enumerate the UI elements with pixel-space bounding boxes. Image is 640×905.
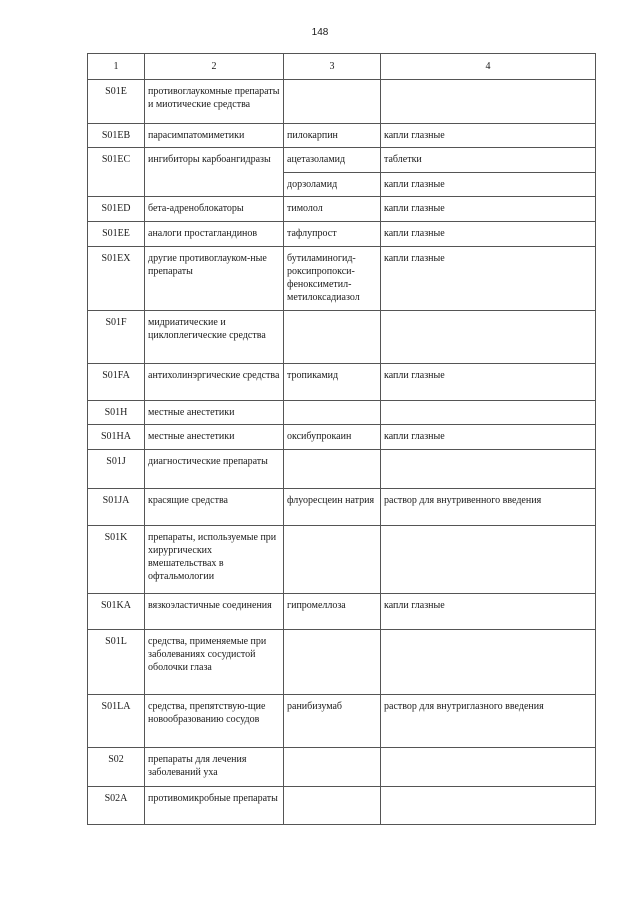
pharmacological-group: местные анестетики [145,401,284,425]
table-row [88,450,596,489]
drug-name [284,80,381,124]
table-row [88,222,596,247]
pharmacological-group: ингибиторы карбоангидразы [145,148,284,197]
table-row [88,695,596,748]
pharmacological-group: красящие средства [145,489,284,526]
dosage-form [381,401,596,425]
page-number: 148 [311,27,329,38]
atc-code: S01FA [88,364,145,401]
pharmacological-group: противомикробные препараты [145,787,284,825]
drug-name [284,748,381,787]
dosage-form [381,748,596,787]
table-row [88,425,596,450]
pharmacological-group: средства, применяемые при заболеваниях сосудистой оболочки глаза [145,630,284,695]
dosage-form: капли глазные [381,173,596,197]
column-header: 1 [88,54,145,80]
dosage-form [381,787,596,825]
drug-name: дорзоламид [284,173,381,197]
table-row [88,364,596,401]
column-header: 4 [381,54,596,80]
table-row [88,197,596,222]
dosage-form: капли глазные [381,247,596,311]
table-row [88,80,596,124]
atc-code: S01K [88,526,145,594]
atc-code: S01JA [88,489,145,526]
pharmacological-group: мидриатические и циклоплегические средства [145,311,284,364]
atc-code: S01F [88,311,145,364]
atc-code: S01HA [88,425,145,450]
pharmacological-group: препараты, используемые при хирургических вмешательствах в офтальмологии [145,526,284,594]
pharmacological-group: диагностические препараты [145,450,284,489]
atc-code: S02A [88,787,145,825]
pharmacological-group: аналоги простагландинов [145,222,284,247]
table-row [88,630,596,695]
dosage-form: капли глазные [381,594,596,630]
table-row [88,526,596,594]
pharmacological-group: парасимпатомиметики [145,124,284,148]
dosage-form [381,80,596,124]
dosage-form: капли глазные [381,124,596,148]
dosage-form [381,526,596,594]
table-row [88,787,596,825]
table-row [88,489,596,526]
table-row [88,311,596,364]
column-header: 2 [145,54,284,80]
dosage-form: раствор для внутривенного введения [381,489,596,526]
drug-name: гипромеллоза [284,594,381,630]
dosage-form: таблетки [381,148,596,173]
drug-name [284,401,381,425]
atc-code: S01KA [88,594,145,630]
atc-code: S01EE [88,222,145,247]
drug-name: оксибупрокаин [284,425,381,450]
atc-code: S01LA [88,695,145,748]
table-row [88,247,596,311]
drug-name: бутиламиногид-роксипропокси-феноксиметил-метилоксадиазол [284,247,381,311]
atc-code: S01E [88,80,145,124]
dosage-form [381,450,596,489]
drug-name [284,630,381,695]
drug-name [284,311,381,364]
pharmacological-group: бета-адреноблокаторы [145,197,284,222]
drug-name: ранибизумаб [284,695,381,748]
dosage-form: капли глазные [381,364,596,401]
drug-name: тимолол [284,197,381,222]
dosage-form: капли глазные [381,222,596,247]
atc-code: S02 [88,748,145,787]
dosage-form [381,311,596,364]
drug-classification-table [87,53,596,825]
dosage-form: капли глазные [381,197,596,222]
drug-name: пилокарпин [284,124,381,148]
atc-code: S01ED [88,197,145,222]
pharmacological-group: препараты для лечения заболеваний уха [145,748,284,787]
pharmacological-group: противоглаукомные препараты и миотические средства [145,80,284,124]
pharmacological-group: другие противоглауком-ные препараты [145,247,284,311]
drug-name: флуоресцеин натрия [284,489,381,526]
table-header-row [88,54,596,80]
dosage-form: капли глазные [381,425,596,450]
table-row [88,401,596,425]
table-row [88,594,596,630]
drug-name [284,450,381,489]
atc-code: S01J [88,450,145,489]
column-header: 3 [284,54,381,80]
drug-name: тафлупрост [284,222,381,247]
pharmacological-group: вязкоэластичные соединения [145,594,284,630]
drug-name: тропикамид [284,364,381,401]
pharmacological-group: местные анестетики [145,425,284,450]
table-row [88,748,596,787]
atc-code: S01EX [88,247,145,311]
dosage-form [381,630,596,695]
atc-code: S01H [88,401,145,425]
atc-code: S01EC [88,148,145,197]
dosage-form: раствор для внутриглазного введения [381,695,596,748]
atc-code: S01L [88,630,145,695]
pharmacological-group: антихолинэргические средства [145,364,284,401]
pharmacological-group: средства, препятствую-щие новообразованию сосудов [145,695,284,748]
drug-name [284,787,381,825]
atc-code: S01EB [88,124,145,148]
drug-name: ацетазоламид [284,148,381,173]
drug-name [284,526,381,594]
table-row [88,148,596,173]
table-row [88,124,596,148]
